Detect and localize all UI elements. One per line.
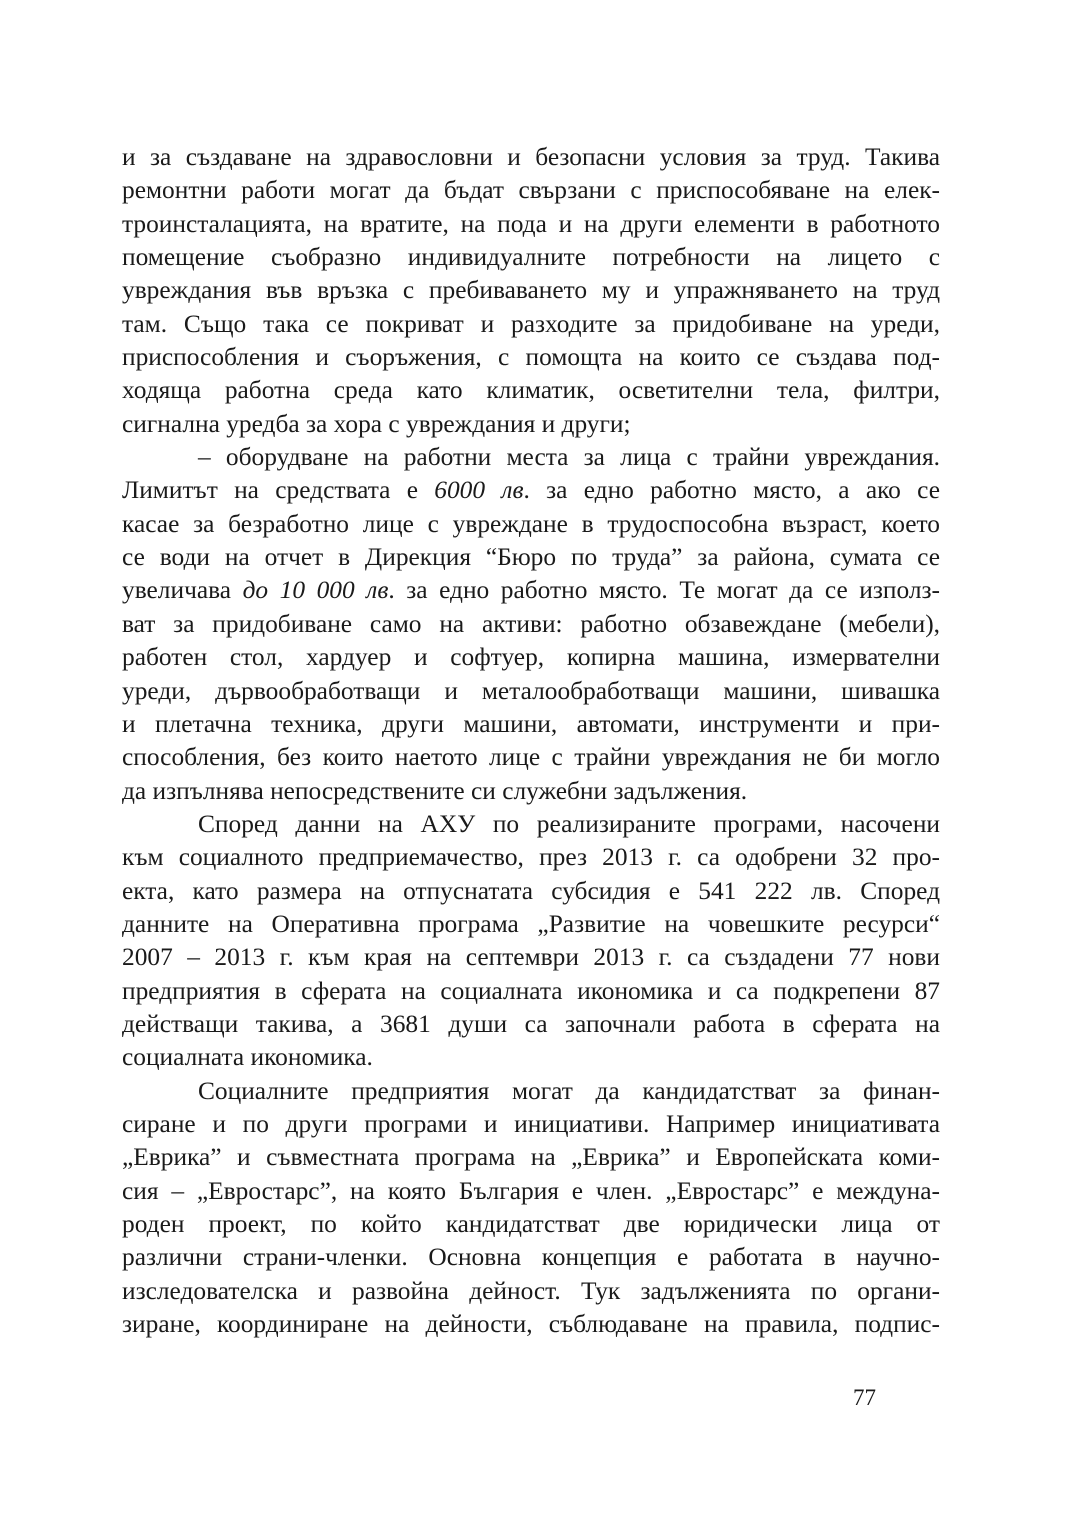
text-line: социалната икономика. (122, 1043, 373, 1072)
text-line: „Еврика” и съвместната програма на „Еврика” и Европейската коми- (122, 1143, 940, 1172)
text-line: да изпълнява непосредствените си служебни задължения. (122, 776, 748, 805)
text-line: и за създаване на здравословни и безопасни условия за труд. Такива (122, 143, 940, 171)
text-line: уреди, дървообработващи и металообработващи машини, шивашка (122, 676, 940, 705)
text-line: Лимитът на средствата е 6000 лв. за едно работно място, а ако се (122, 476, 940, 505)
page-number: 77 (853, 1385, 876, 1410)
text-line: към социалното предприемачество, през 2013 г. са одобрени 32 про- (122, 843, 940, 872)
text-line: ват за придобиване само на активи: работно обзавеждане (мебели), (122, 609, 940, 638)
text-line: изследователска и развойна дейност. Тук задълженията по органи- (122, 1276, 940, 1305)
italic-amount: 6000 лв (434, 476, 524, 505)
text-line: там. Също така се покриват и разходите за придобиване на уреди, (122, 309, 940, 338)
paragraph-1 (122, 141, 940, 441)
text-line: Социалните предприятия могат да кандидатстват за финан- (198, 1076, 940, 1105)
text-line: Според данни на АХУ по реализираните програми, насочени (198, 809, 940, 838)
text-line: ходяща работна среда като климатик, осветителни тела, филтри, (122, 376, 940, 405)
text-line: зиране, координиране на дейности, съблюдаване на правила, подпис- (122, 1310, 940, 1339)
text-line: увреждания във връзка с пребиваването му и упражняването на труд (122, 276, 940, 305)
text-line: екта, като размера на отпуснатата субсидия е 541 222 лв. Според (122, 876, 940, 905)
text-line: сиране и по други програми и инициативи. Например инициативата (122, 1109, 940, 1138)
text-line: ремонтни работи могат да бъдат свързани с приспособяване на елек- (122, 176, 940, 205)
text-line: роден проект, по който кандидатстват две юридически лица от (122, 1210, 940, 1238)
text-line: 2007 – 2013 г. към края на септември 2013 г. са създадени 77 нови (122, 943, 940, 972)
text-line: – оборудване на работни места за лица с трайни увреждания. (198, 443, 940, 472)
text-line: действащи такива, а 3681 души са започнали работа в сферата на (122, 1009, 940, 1038)
text-line: способления, без които наетото лице с трайни увреждания не би могло (122, 743, 940, 772)
text-line: помещение съобразно индивидуалните потребности на лицето с (122, 243, 940, 272)
text-line: увеличава до 10 000 лв. за едно работно място. Те могат да се използ- (122, 576, 940, 605)
text-line: сия – „Евростарс”, на която България е член. „Евростарс” е междуна- (122, 1176, 940, 1205)
italic-amount: до 10 000 лв (242, 576, 389, 605)
paragraph-3 (122, 808, 940, 1075)
paragraph-4 (122, 1075, 940, 1342)
text-line: се води на отчет в Дирекция “Бюро по труда” за района, сумата се (122, 543, 940, 572)
text-line: различни страни-членки. Основна концепция е работата в научно- (122, 1243, 940, 1272)
text-line: предприятия в сферата на социалната икономика и са подкрепени 87 (122, 976, 940, 1005)
text-line: троинсталацията, на вратите, на пода и на други елементи в работното (122, 209, 940, 238)
text-line: данните на Оперативна програма „Развитие на човешките ресурси“ (122, 909, 940, 938)
text-line: и плетачна техника, други машини, автомати, инструменти и при- (122, 709, 940, 738)
body-text (122, 141, 940, 1341)
paragraph-2 (122, 441, 940, 808)
text-line: приспособления и съоръжения, с помощта на които се създава под- (122, 343, 940, 372)
text-line: касае за безработно лице с увреждане в трудоспособна възраст, което (122, 509, 940, 538)
text-line: сигнална уредба за хора с увреждания и други; (122, 409, 631, 438)
text-line: работен стол, хардуер и софтуер, копирна машина, измервателни (122, 643, 940, 672)
